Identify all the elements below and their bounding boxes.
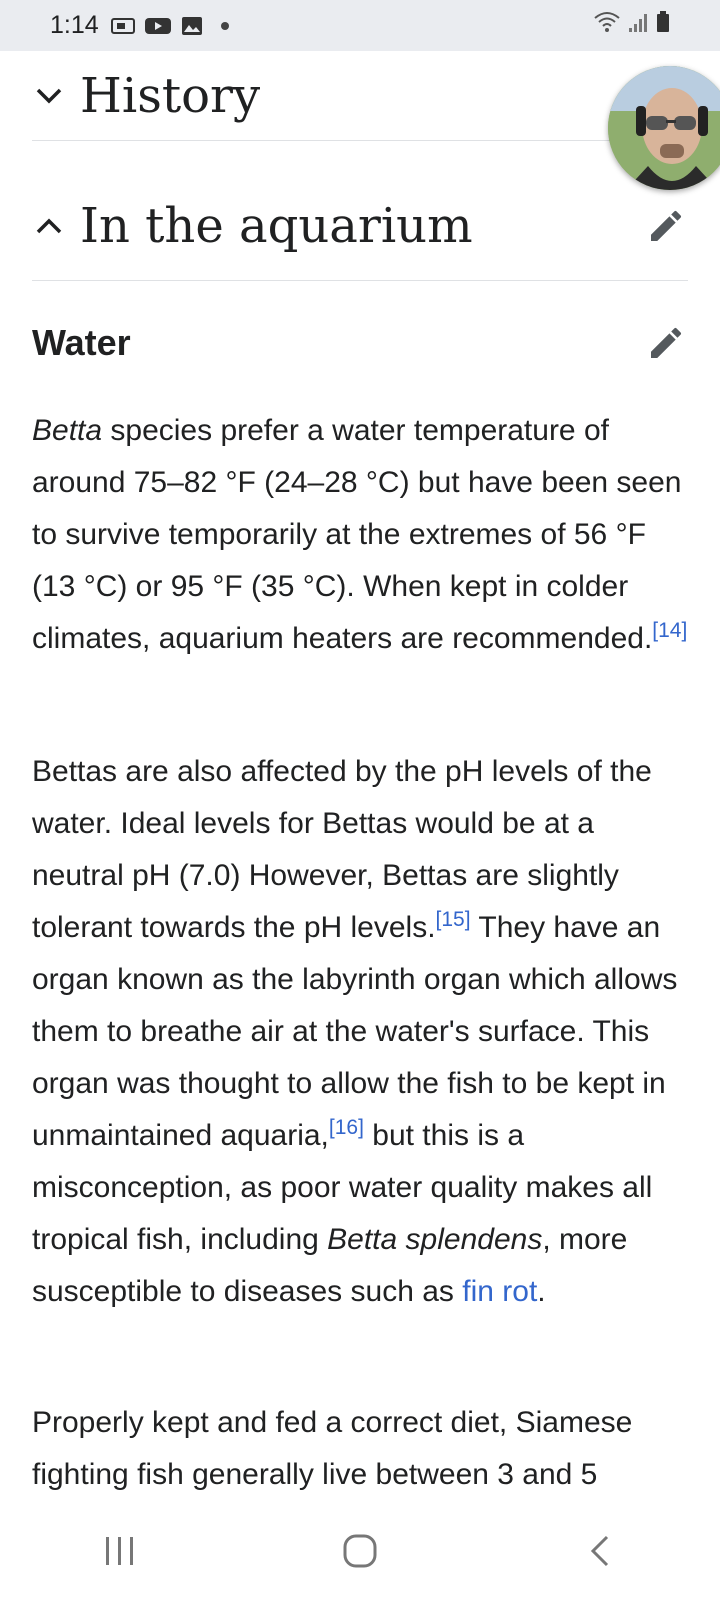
citation-link[interactable]: [16]: [328, 1116, 364, 1139]
gallery-icon: [181, 16, 203, 36]
pencil-icon[interactable]: [644, 321, 688, 365]
chevron-down-icon[interactable]: [32, 79, 66, 113]
paragraph-text: , more susceptible to diseases such as: [32, 1223, 628, 1308]
status-time: 1:14: [50, 11, 99, 39]
notification-dot-icon: [221, 22, 229, 30]
italic-species: Betta splendens: [327, 1223, 543, 1256]
signal-icon: [628, 11, 648, 40]
paragraph-text: Bettas are also affected by the pH levels of the water. Ideal levels for Bettas would be at a neutral pH (7.0) However, Bettas are slightly tolerant towards the pH levels.: [32, 755, 652, 944]
navigation-bar: [0, 1501, 720, 1600]
section-aquarium[interactable]: [32, 171, 688, 281]
subsection-title: Water: [32, 322, 131, 363]
paragraph-text: species prefer a water temperature of around 75–82 °F (24–28 °C) but have been seen to survive temporarily at the extremes of 56 °F (13 °C) or 95 °F (35 °C). When kept in colder climates, aquarium heaters are recommended.: [32, 414, 682, 655]
battery-icon: [656, 11, 670, 40]
citation-link[interactable]: [15]: [435, 908, 471, 931]
article-content: [0, 51, 720, 1501]
avatar[interactable]: [608, 66, 720, 190]
paragraph-text: .: [537, 1275, 546, 1308]
section-history[interactable]: [32, 51, 688, 141]
paragraph-text: They have an organ known as the labyrinth organ which allows them to breathe air at the water's surface. This organ was thought to allow the fish to be kept in unmaintained aquaria,: [32, 911, 678, 1152]
chevron-up-icon[interactable]: [32, 209, 66, 243]
paragraph-temperature: [32, 405, 692, 665]
home-icon[interactable]: [320, 1521, 400, 1581]
paragraph-lifespan: [32, 1397, 692, 1501]
section-title-history: History: [80, 67, 261, 124]
recent-apps-icon[interactable]: [80, 1521, 160, 1581]
pencil-icon[interactable]: [644, 204, 688, 248]
wifi-icon: [594, 11, 620, 40]
status-right: [594, 11, 670, 40]
screen-record-icon: [111, 16, 135, 36]
back-icon[interactable]: [560, 1521, 640, 1581]
paragraph-text: Properly kept and fed a correct diet, Siamese fighting fish generally live between 3 and 5: [32, 1406, 633, 1491]
paragraph-text: but this is a misconception, as poor water quality makes all tropical fish, including: [32, 1119, 653, 1256]
citation-link[interactable]: [14]: [652, 619, 688, 642]
youtube-icon: [145, 16, 171, 36]
section-title-aquarium: In the aquarium: [80, 197, 473, 254]
paragraph-ph: [32, 746, 692, 1318]
italic-betta: Betta: [32, 414, 103, 447]
status-bar: [0, 0, 720, 51]
fin-rot-link[interactable]: fin rot: [462, 1275, 538, 1308]
subsection-water: [32, 321, 688, 365]
